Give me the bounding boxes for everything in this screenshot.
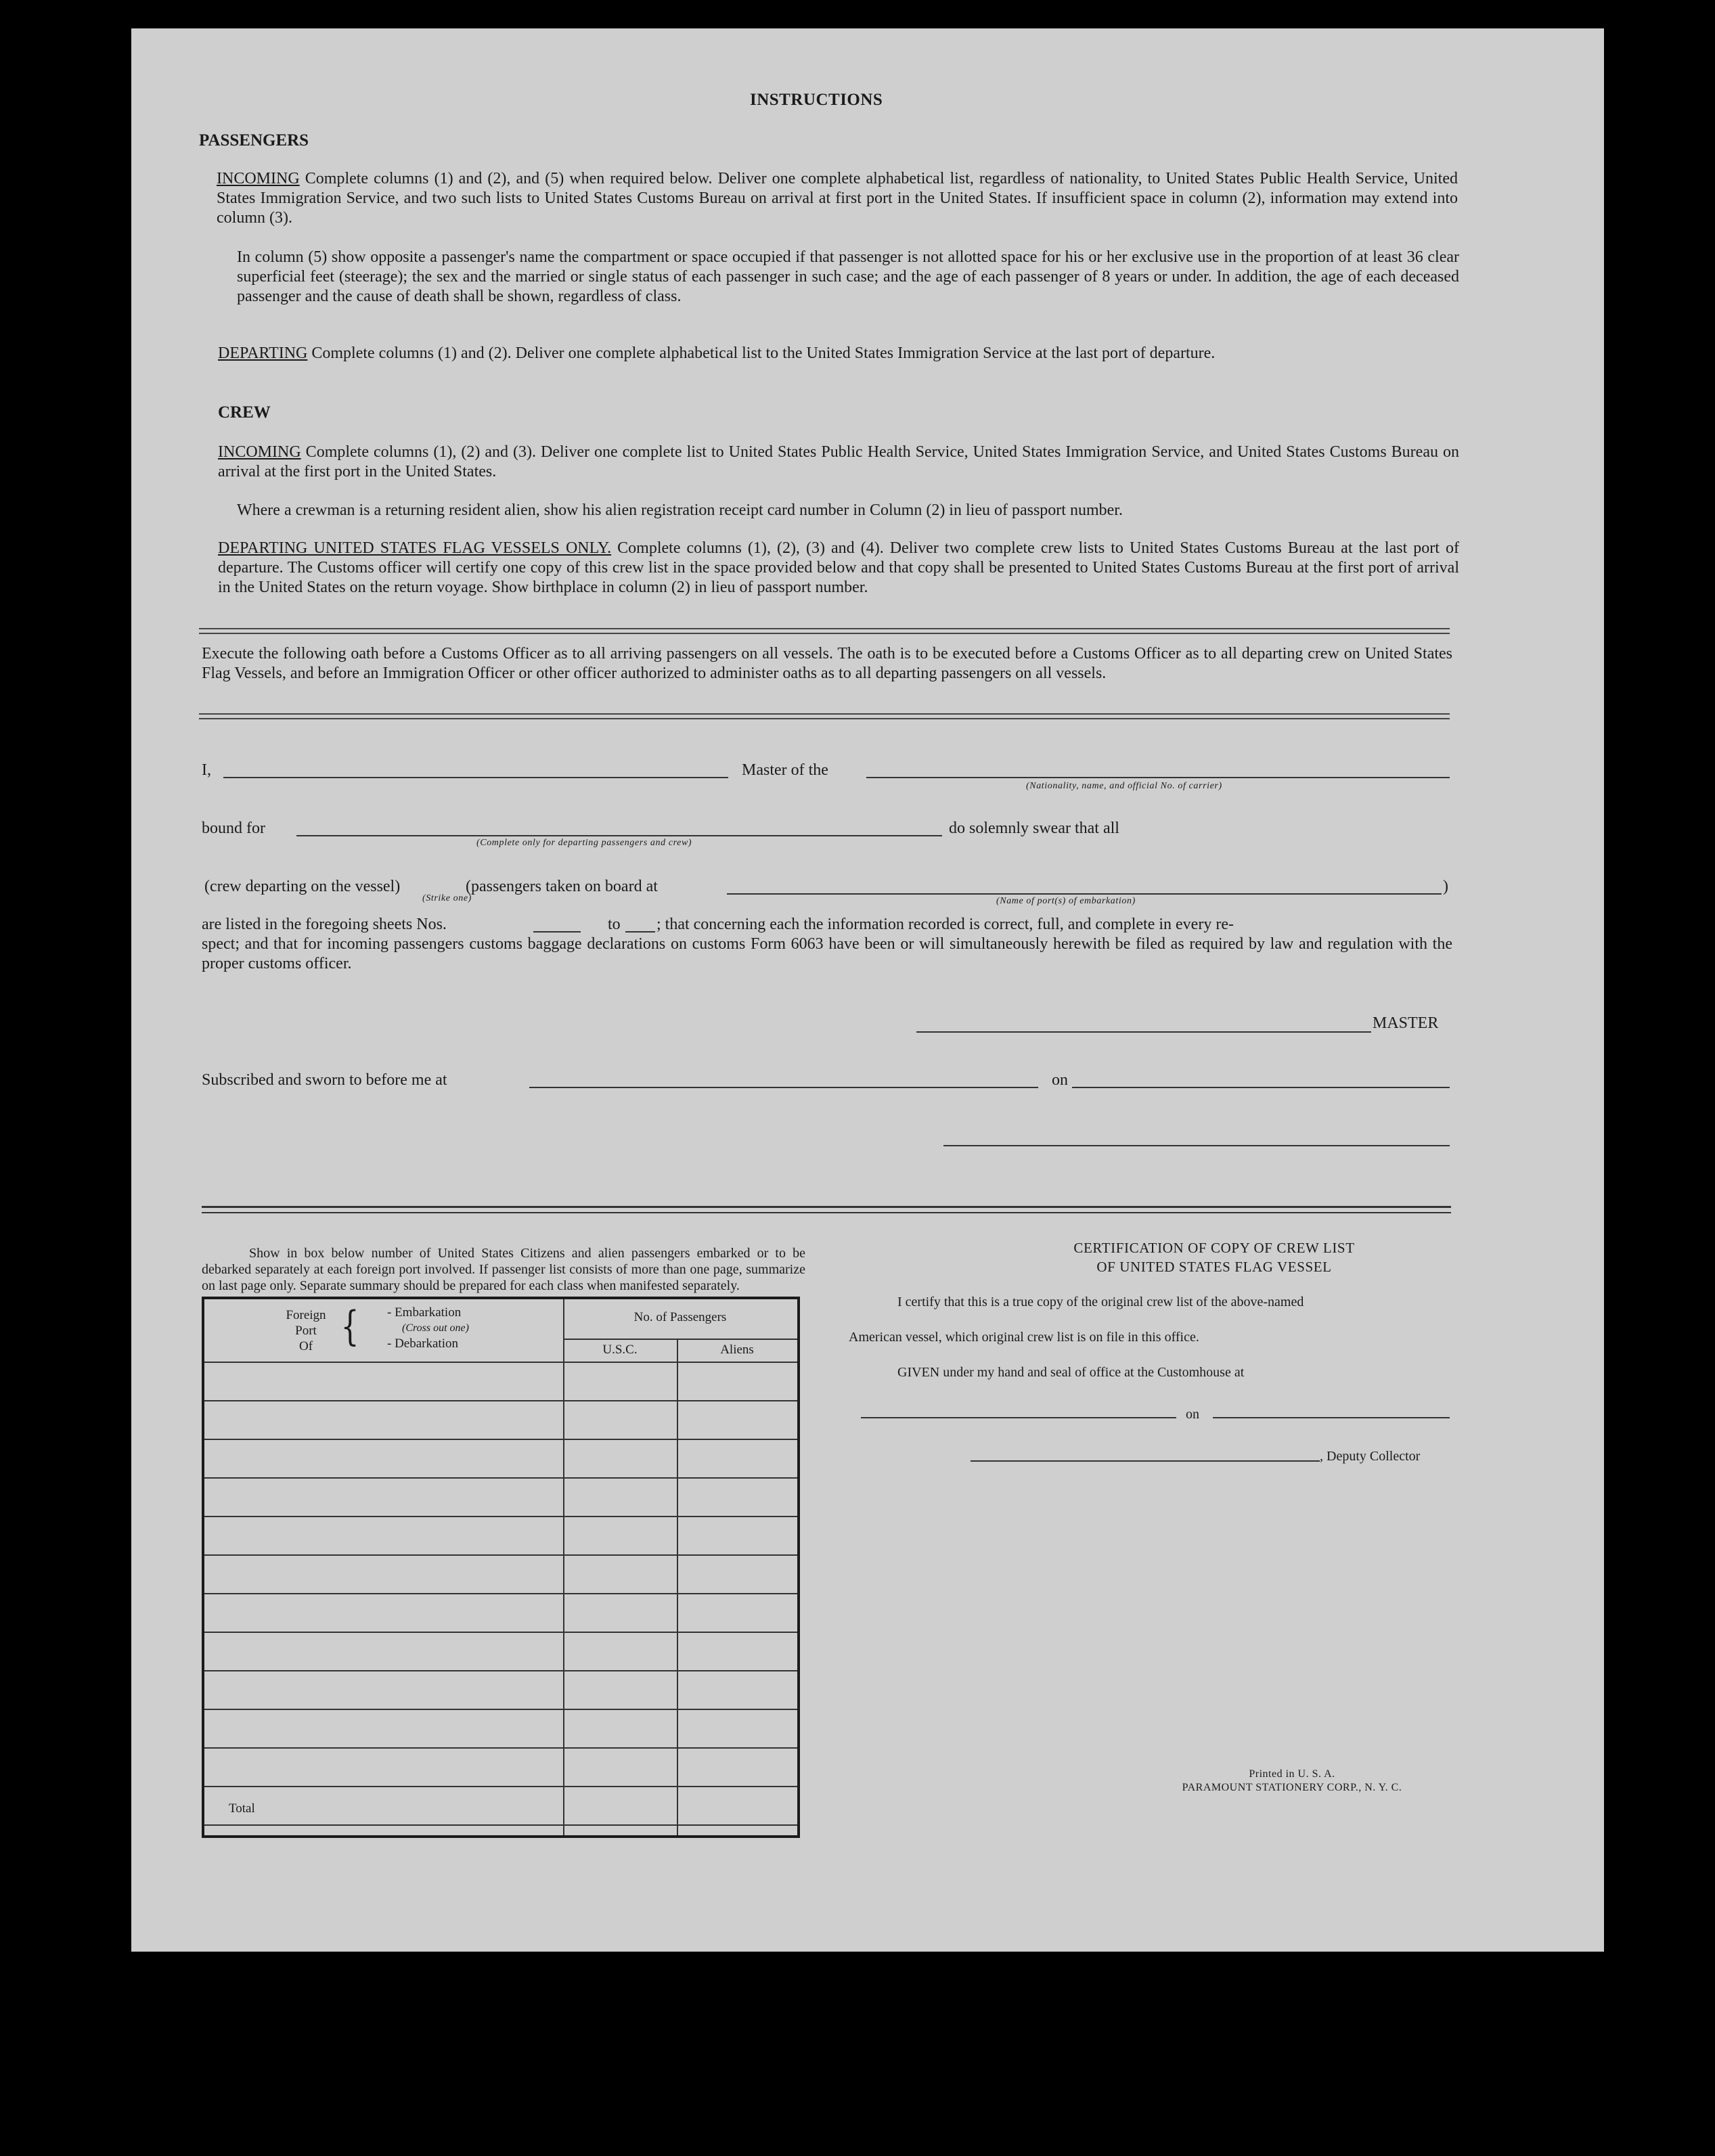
- embarkation-port-field[interactable]: [727, 893, 1442, 895]
- deputy-collector-label: , Deputy Collector: [1320, 1449, 1421, 1464]
- crew-incoming-text: Complete columns (1), (2) and (3). Deliver one complete list to United States Public Health Service, United States Immigration Service, and United States Customs Bureau on arrival at the first port in the United States.: [218, 443, 1459, 480]
- usc-header: U.S.C.: [602, 1343, 638, 1357]
- crewman-alien-paragraph: Where a crewman is a returning resident alien, show his alien registration receipt card number in Column (2) in lieu of passport number.: [237, 501, 1123, 519]
- passengers-taken-option: (passengers taken on board at: [466, 878, 658, 895]
- crew-incoming-label: INCOMING: [218, 443, 301, 461]
- certification-title-line1: CERTIFICATION OF COPY OF CREW LIST: [1073, 1240, 1355, 1256]
- oath-intro: Execute the following oath before a Customs Officer as to all arriving passengers on all vessels. The oath is to be executed before a Customs Officer as to all departing crew on United States Flag Vessels, and before an Immigration Officer or other officer authorized to administer oaths as to all departing passengers on all vessels.: [202, 645, 1452, 682]
- officer-signature-field[interactable]: [943, 1145, 1450, 1146]
- divider-1: [199, 628, 1450, 634]
- certification-date-field[interactable]: [1213, 1417, 1450, 1418]
- certification-on-label: on: [1186, 1407, 1199, 1422]
- master-signature-field[interactable]: [916, 1031, 1371, 1033]
- passengers-departing-paragraph: [218, 344, 1458, 363]
- crew-departing-option: (crew departing on the vessel): [204, 878, 401, 895]
- sheet-to-field[interactable]: [625, 931, 655, 933]
- departing-flag-text: Complete columns (1), (2), (3) and (4). Deliver two complete crew lists to United States Customs Bureau at the last port of departure. The Customs officer will certify one copy of this crew list in the space provided below and that copy shall be presented to United States Customs Bureau at the first port of arrival in the United States on the return voyage. Show birthplace in column (2) in lieu of passport number.: [218, 539, 1459, 596]
- listed-text-1: are listed in the foregoing sheets Nos.: [202, 916, 447, 933]
- solemnly-swear-label: do solemnly swear that all: [949, 819, 1119, 837]
- aliens-header: Aliens: [720, 1343, 754, 1357]
- sworn-place-field[interactable]: [529, 1087, 1038, 1088]
- foreign-label: Foreign: [286, 1308, 326, 1322]
- carrier-caption: (Nationality, name, and official No. of carrier): [1026, 781, 1222, 791]
- foreign-port-of-label: [276, 1307, 336, 1354]
- cross-out-note: (Cross out one): [402, 1322, 469, 1334]
- subscribed-label: Subscribed and sworn to before me at: [202, 1071, 447, 1089]
- header-bottom-line: [204, 1362, 797, 1363]
- table-row-line: [204, 1747, 797, 1749]
- departing-text: Complete columns (1) and (2). Deliver one complete alphabetical list to the United States Immigration Service at the last port of departure.: [307, 344, 1216, 362]
- total-label: Total: [229, 1801, 255, 1816]
- listed-text-3: spect; and that for incoming passengers customs baggage declarations on customs Form 6063 have been or will simultaneously herewith be filed as required by law and regulation with the proper customs officer.: [202, 935, 1452, 972]
- table-row-line: [204, 1632, 797, 1633]
- printer-line2: PARAMOUNT STATIONERY CORP., N. Y. C.: [1182, 1782, 1402, 1793]
- departing-label: DEPARTING: [218, 344, 308, 362]
- of-label: Of: [298, 1339, 313, 1353]
- table-row-line: [204, 1670, 797, 1671]
- divider-3: [202, 1206, 1451, 1213]
- sworn-on-label: on: [1052, 1071, 1068, 1089]
- header-subline: [563, 1339, 797, 1340]
- certification-title: [976, 1238, 1452, 1276]
- column5-paragraph: In column (5) show opposite a passenger's name the compartment or space occupied if that passenger is not allotted space for his or her exclusive use in the proportion of at least 36 clear superficial feet (steerage); the sex and the married or single status of each passenger in such case; and the age of each passenger of 8 years or under. In addition, the age of each deceased passenger and the cause of death shall be shown, regardless of class.: [237, 248, 1459, 305]
- table-row-line: [204, 1477, 797, 1479]
- table-row-line: [204, 1439, 797, 1440]
- no-of-passengers-header: No. of Passengers: [633, 1310, 727, 1324]
- sheet-from-field[interactable]: [533, 931, 581, 933]
- incoming-label: INCOMING: [217, 170, 300, 187]
- master-name-field[interactable]: [223, 777, 728, 778]
- certification-title-line2: OF UNITED STATES FLAG VESSEL: [1096, 1259, 1332, 1275]
- passenger-summary-table: [202, 1297, 800, 1838]
- table-row-line: [204, 1709, 797, 1710]
- brace-icon: {: [340, 1303, 359, 1350]
- col-divider-1: [563, 1299, 564, 1835]
- master-of-the-label: Master of the: [742, 761, 828, 779]
- sworn-date-field[interactable]: [1072, 1087, 1450, 1088]
- passengers-heading: PASSENGERS: [199, 131, 309, 150]
- printer-line1: Printed in U. S. A.: [1249, 1768, 1335, 1780]
- customhouse-field[interactable]: [861, 1417, 1176, 1418]
- table-row-line: [204, 1400, 797, 1401]
- table-row-line: [204, 1516, 797, 1517]
- listed-to-label: to: [608, 916, 621, 933]
- crew-heading: CREW: [218, 403, 271, 422]
- certify-line-1: I certify that this is a true copy of the original crew list of the above-named: [897, 1295, 1304, 1309]
- bound-for-label: bound for: [202, 819, 265, 837]
- close-paren: ): [1443, 878, 1448, 895]
- embark-debark-options: [387, 1305, 495, 1351]
- carrier-field[interactable]: [866, 777, 1450, 778]
- departing-flag-paragraph: [218, 539, 1459, 598]
- embarkation-option: - Embarkation: [387, 1305, 462, 1320]
- crew-incoming-paragraph: [218, 443, 1459, 482]
- bound-for-field[interactable]: [296, 835, 942, 836]
- strike-one-caption: (Strike one): [422, 893, 472, 903]
- incoming-text: Complete columns (1) and (2), and (5) when required below. Deliver one complete alphabetical list, regardless of nationality, to United States Public Health Service, United States Immigration Service, and two such lists to United States Customs Bureau on arrival at first port in the United States. If insufficient space in column (2), information may extend into column (3).: [217, 170, 1458, 227]
- table-row-line: [204, 1554, 797, 1556]
- table-row-line: [204, 1593, 797, 1594]
- passengers-incoming-paragraph: [217, 169, 1458, 228]
- col-divider-2: [677, 1339, 678, 1835]
- master-label: MASTER: [1373, 1014, 1439, 1032]
- table-row-line: [204, 1786, 797, 1787]
- debarkation-option: - Debarkation: [387, 1337, 458, 1351]
- form-sheet: [131, 28, 1604, 1952]
- summary-intro: Show in box below number of United States Citizens and alien passengers embarked or to be debarked separately at each foreign port involved. If passenger list consists of more than one page, summarize on last page only. Separate summary should be prepared for each class when manifested separately.: [202, 1246, 805, 1293]
- oath-i-label: I,: [202, 761, 211, 779]
- port-label: Port: [295, 1324, 317, 1338]
- bound-caption: (Complete only for departing passengers and crew): [476, 838, 692, 848]
- instructions-title: INSTRUCTIONS: [750, 91, 883, 109]
- divider-2: [199, 713, 1450, 719]
- port-caption: (Name of port(s) of embarkation): [996, 896, 1136, 906]
- certify-line-2: American vessel, which original crew list is on file in this office.: [849, 1330, 1199, 1345]
- given-line: GIVEN under my hand and seal of office at the Customhouse at: [897, 1365, 1245, 1380]
- listed-text-2: ; that concerning each the information recorded is correct, full, and complete in every re-: [656, 916, 1234, 933]
- table-row-line: [204, 1824, 797, 1826]
- printer-imprint: [1133, 1768, 1451, 1795]
- departing-flag-label: DEPARTING UNITED STATES FLAG VESSELS ONLY.: [218, 539, 612, 557]
- deputy-collector-signature-field[interactable]: [971, 1460, 1320, 1462]
